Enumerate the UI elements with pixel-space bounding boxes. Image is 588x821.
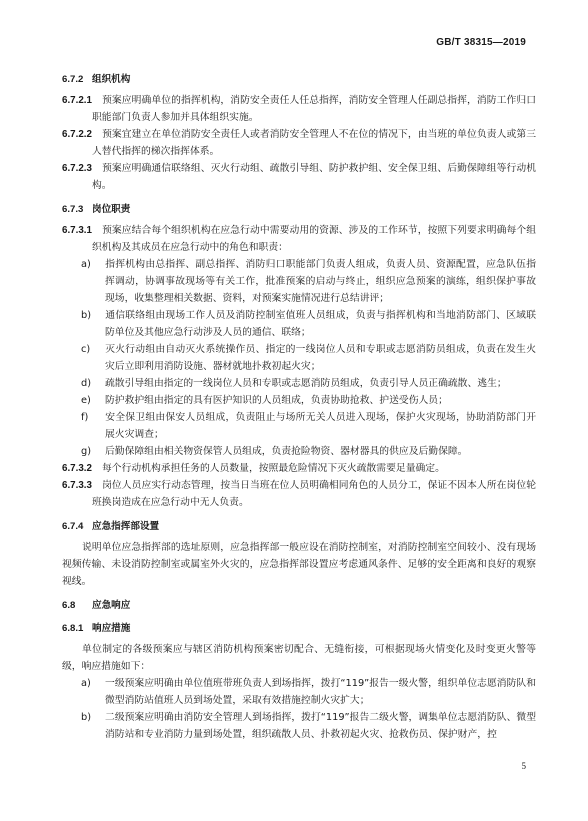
- clause-number: 6.7.2.3: [62, 163, 92, 174]
- list-item-text: 指挥机构由总指挥、副总指挥、消防归口职能部门负责人组成，负责人员、资源配置，应急队伍指挥调动，协调事故现场等有关工作，批准预案的启动与终止，组织应急预案的演练，组织保护事故现场，收集整理相关数据、资料，对预案实施情况进行总结讲评；: [105, 259, 536, 304]
- clause-number: 6.7.3.2: [62, 463, 92, 474]
- clause-number: 6.7.2.1: [62, 95, 92, 106]
- list-item-text: 通信联络组由现场工作人员及消防控制室值班人员组成，负责与指挥机构和当地消防部门、区域联防单位及其他应急行动涉及人员的通信、联络；: [105, 310, 536, 338]
- section-title: 应急响应: [92, 600, 131, 611]
- list-item-text: 灭火行动组由自动灭火系统操作员、指定的一线岗位人员和专职或志愿消防员组成，负责在发生火灾后立即利用消防设施、器材就地扑救初起火灾；: [105, 344, 536, 372]
- list-item-text: 二级预案应明确由消防安全管理人到场指挥，拨打“119”报告二级火警，调集单位志愿消防队、微型消防站和专业消防力量到场处置，组织疏散人员、扑救初起火灾、抢救伤员、保护财产，控: [105, 712, 536, 740]
- list-item-text: 安全保卫组由保安人员组成，负责阻止与场所无关人员进入现场，保护火灾现场，协助消防部门开展火灾调查；: [105, 412, 536, 440]
- clause-6-7-2-1: [62, 92, 536, 126]
- list-item-label: c): [81, 344, 91, 355]
- clause-6-7-3-3: [62, 477, 536, 511]
- standard-code: GB/T 38315—2019: [436, 37, 526, 48]
- paragraph: 说明单位应急指挥部的选址原则，应急指挥部一般应设在消防控制室，对消防控制室空间较小、没有现场视频传输、未设消防控制室或属室外火灾的，应急指挥部设置应考虑通风条件、足够的安全距离和良好的观察视线。: [62, 542, 536, 587]
- clause-6-7-3-2: [62, 460, 536, 477]
- page-number: 5: [521, 761, 526, 771]
- section-number: 6.7.3: [62, 204, 84, 215]
- section-title: 岗位职责: [92, 204, 131, 215]
- clause-text: 每个行动机构承担任务的人员数量，按照最危险情况下灭火疏散需要足量确定。: [102, 463, 445, 474]
- clause-number: 6.7.3.3: [62, 480, 92, 491]
- list-item: [62, 709, 536, 743]
- section-title: 组织机构: [92, 74, 131, 85]
- list-item-label: e): [81, 395, 91, 406]
- section-number: 6.8: [62, 600, 76, 611]
- list-item: [62, 256, 536, 307]
- clause-6-7-2-2: [62, 126, 536, 160]
- section-heading-6-8: [62, 599, 536, 613]
- section-heading-6-7-4: [62, 520, 536, 534]
- list-item-text: 防护救护组由指定的具有医护知识的人员组成，负责协助抢救、护送受伤人员；: [105, 395, 448, 406]
- list-item-label: d): [81, 378, 92, 389]
- list-item: [62, 675, 536, 709]
- list-item-label: a): [81, 678, 91, 689]
- section-number: 6.7.4: [62, 521, 84, 532]
- list-item: [62, 307, 536, 341]
- list-item: [62, 409, 536, 443]
- clause-text: 预案宜建立在单位消防安全责任人或者消防安全管理人不在位的情况下，由当班的单位负责人或第三人替代指挥的梯次指挥体系。: [92, 129, 536, 157]
- section-heading-6-7-2: [62, 73, 536, 87]
- paragraph: 单位制定的各级预案应与辖区消防机构预案密切配合、无缝衔接，可根据现场火情变化及时变更火警等级，响应措施如下：: [62, 644, 536, 672]
- clause-text: 预案应明确通信联络组、灭火行动组、疏散引导组、防护救护组、安全保卫组、后勤保障组等行动机构。: [92, 163, 536, 191]
- clause-number: 6.7.2.2: [62, 129, 92, 140]
- clause-text: 岗位人员应实行动态管理，按当日当班在位人员明确相同角色的人员分工，保证不因本人所在岗位轮班换岗造成在应急行动中无人负责。: [92, 480, 536, 508]
- list-item: [62, 443, 536, 460]
- clause-text: 预案应结合每个组织机构在应急行动中需要动用的资源、涉及的工作环节，按照下列要求明确每个组织机构及其成员在应急行动中的角色和职责：: [92, 225, 536, 253]
- section-number: 6.8.1: [62, 623, 84, 634]
- list-item: [62, 375, 536, 392]
- list-item-label: a): [81, 259, 91, 270]
- list-item: [62, 341, 536, 375]
- list-item-label: b): [81, 712, 92, 723]
- section-number: 6.7.2: [62, 74, 84, 85]
- clause-6-7-3-1: [62, 222, 536, 256]
- list-item: [62, 392, 536, 409]
- list-item-label: b): [81, 310, 92, 321]
- clause-number: 6.7.3.1: [62, 225, 92, 236]
- section-heading-6-7-3: [62, 203, 536, 217]
- section-heading-6-8-1: [62, 622, 536, 636]
- list-item-text: 一级预案应明确由单位值班带班负责人到场指挥，拨打“119”报告一级火警，组织单位志愿消防队和微型消防站值班人员到场处置，采取有效措施控制火灾扩大；: [105, 678, 536, 706]
- list-item-label: f): [81, 412, 89, 423]
- section-title: 应急指挥部设置: [92, 521, 160, 532]
- clause-6-7-2-3: [62, 160, 536, 194]
- list-item-text: 后勤保障组由相关物资保管人员组成，负责抢险物资、器材器具的供应及后勤保障。: [105, 446, 468, 457]
- list-item-text: 疏散引导组由指定的一线岗位人员和专职或志愿消防员组成，负责引导人员正确疏散、逃生；: [105, 378, 507, 389]
- document-body: [62, 64, 536, 743]
- clause-text: 预案应明确单位的指挥机构，消防安全责任人任总指挥，消防安全管理人任副总指挥，消防工作归口职能部门负责人参加并具体组织实施。: [92, 95, 536, 123]
- list-item-label: g): [81, 446, 92, 457]
- section-title: 响应措施: [92, 623, 131, 634]
